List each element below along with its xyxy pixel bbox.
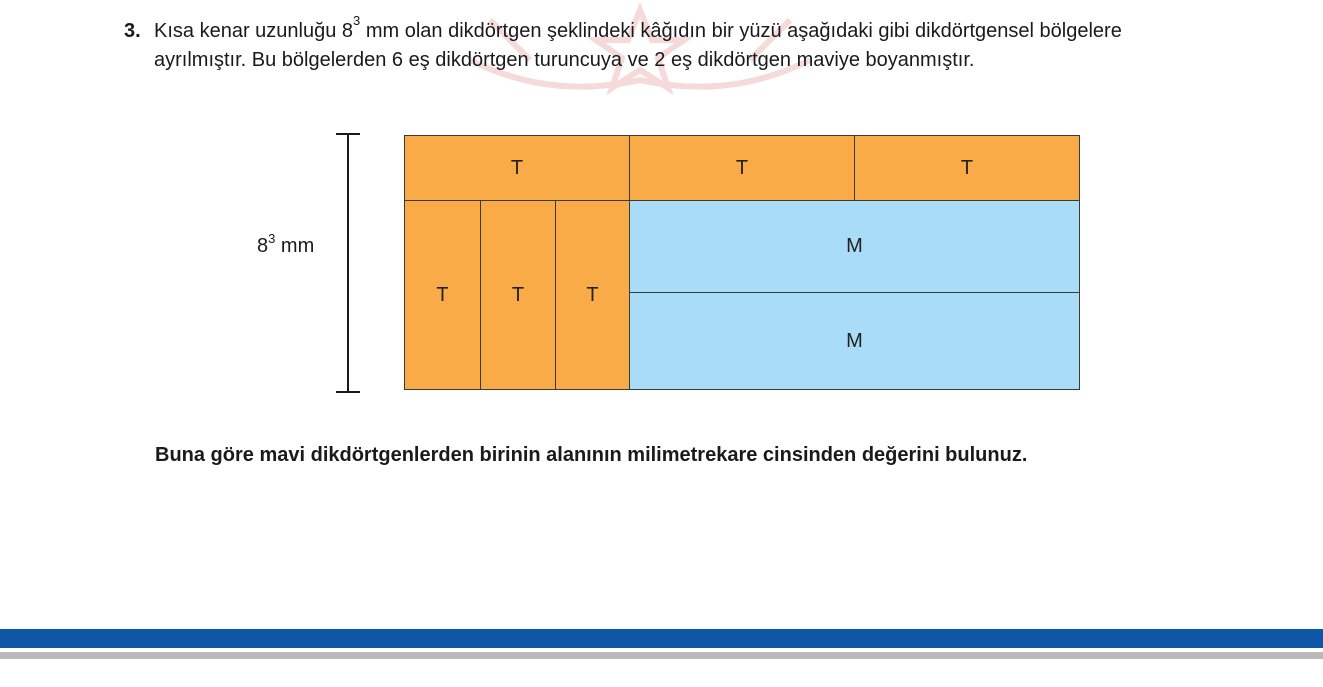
orange-region-left-2: T <box>480 200 556 390</box>
footer-stripe <box>0 652 1323 659</box>
question-exponent: 3 <box>353 13 361 28</box>
orange-region-top-1: T <box>404 135 630 201</box>
dimension-label <box>257 231 315 258</box>
dimension-base: 8 <box>257 235 269 257</box>
dimension-unit: mm <box>275 235 315 257</box>
final-question: Buna göre mavi dikdörtgenlerden birinin alanının milimetrekare cinsinden değerini bulunuz. <box>155 444 1028 466</box>
orange-region-top-3: T <box>854 135 1080 201</box>
footer-bar <box>0 629 1323 648</box>
question-line-2: ayrılmıştır. Bu bölgelerden 6 eş dikdörtgen turuncuya ve 2 eş dikdörtgen maviye boyanmıştır. <box>154 49 975 71</box>
question-line-1 <box>154 13 1122 46</box>
orange-region-top-2: T <box>629 135 855 201</box>
question-line-1-start: Kısa kenar uzunluğu 8 <box>154 20 354 42</box>
question-number: 3. <box>124 20 141 42</box>
question-line-1-end: mm olan dikdörtgen şeklindeki kâğıdın bir yüzü aşağıdaki gibi dikdörtgensel bölgelere <box>360 20 1122 42</box>
blue-region-1: M <box>629 200 1080 293</box>
dimension-exponent: 3 <box>268 231 276 246</box>
rectangle-diagram <box>404 135 1080 390</box>
blue-region-2: M <box>629 292 1080 390</box>
dimension-bracket <box>330 130 370 400</box>
orange-region-left-3: T <box>555 200 630 390</box>
orange-region-left-1: T <box>404 200 481 390</box>
